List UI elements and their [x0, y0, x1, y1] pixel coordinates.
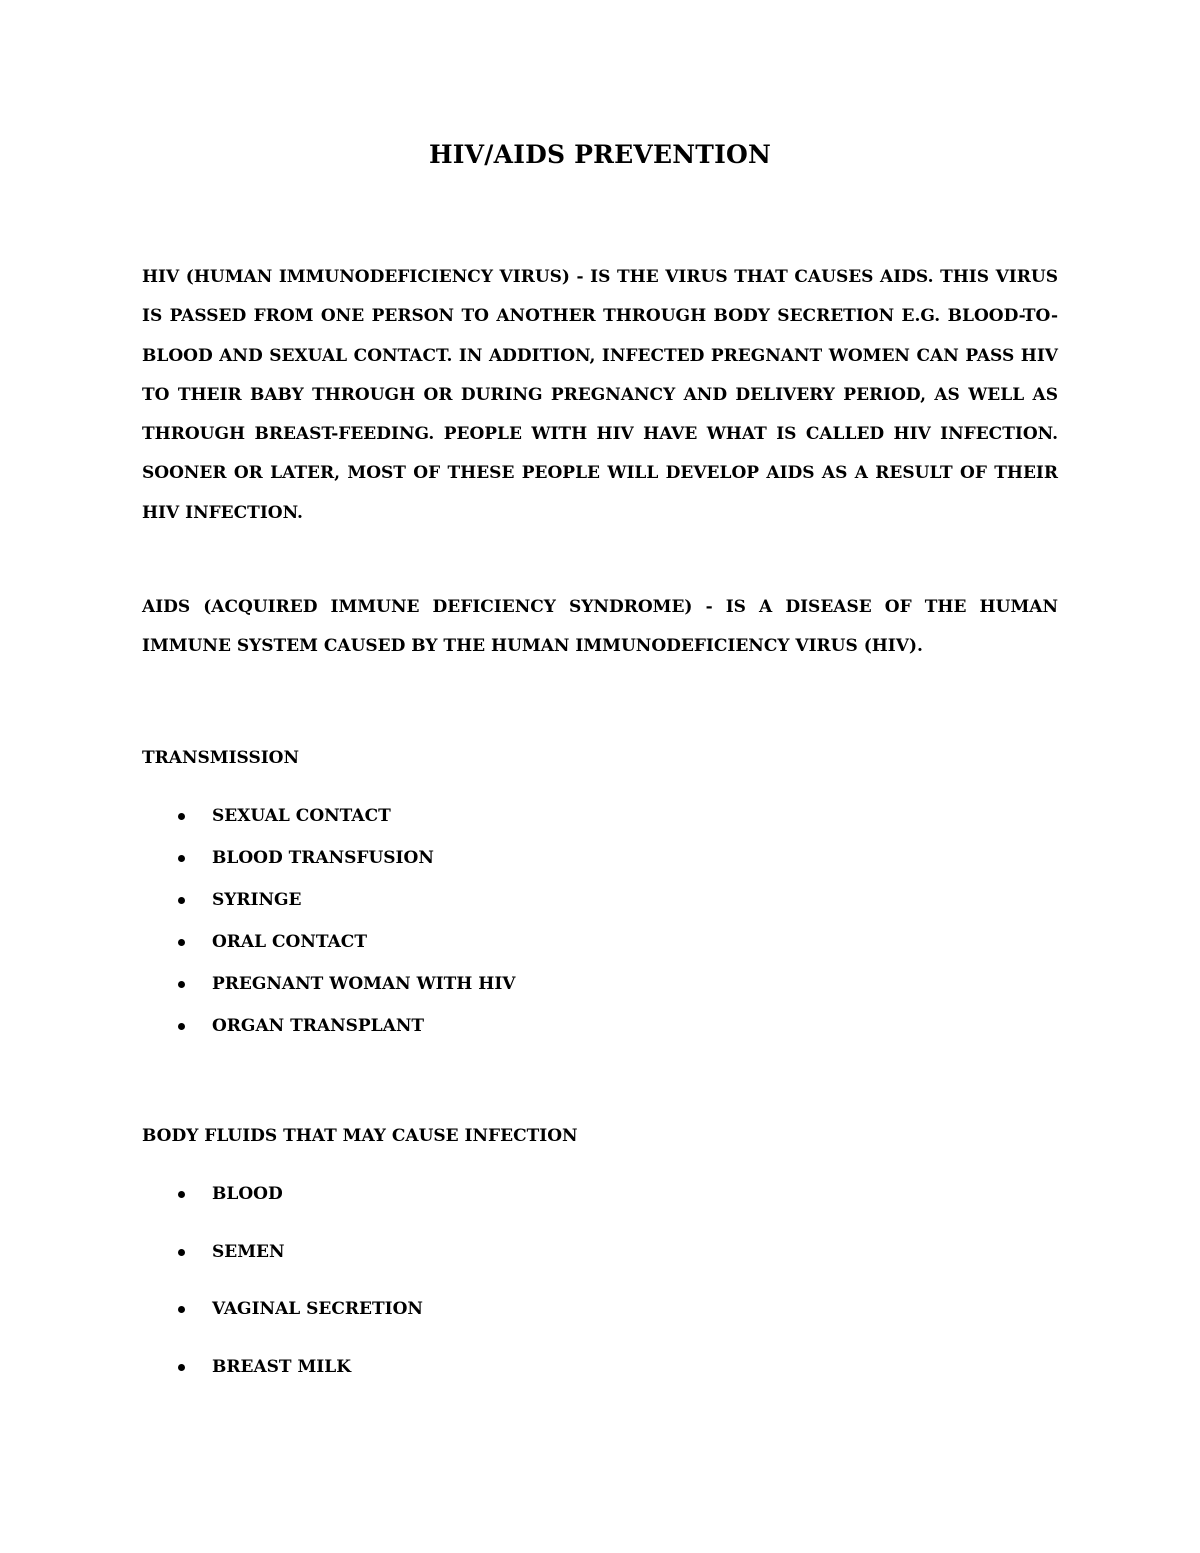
- bullet-icon: [178, 1191, 185, 1198]
- list-item: [142, 930, 515, 972]
- bullet-icon: [178, 939, 185, 946]
- list-item-label: BLOOD: [212, 1184, 283, 1204]
- bullet-icon: [178, 981, 185, 988]
- list-item-label: ORGAN TRANSPLANT: [212, 1016, 425, 1036]
- bullet-icon: [178, 855, 185, 862]
- list-item: [142, 804, 515, 846]
- bullet-icon: [178, 897, 185, 904]
- bullet-icon: [178, 1306, 185, 1313]
- transmission-heading: TRANSMISSION: [142, 748, 300, 768]
- bullet-icon: [178, 813, 185, 820]
- bullet-icon: [178, 1023, 185, 1030]
- bullet-icon: [178, 1364, 185, 1371]
- list-item: [142, 972, 515, 1014]
- list-item: [142, 1355, 423, 1413]
- list-item-label: BLOOD TRANSFUSION: [212, 848, 434, 868]
- list-item-label: SEMEN: [212, 1241, 285, 1262]
- document-title: HIV/AIDS PREVENTION: [428, 140, 772, 169]
- list-item: [142, 1297, 423, 1355]
- list-item: [142, 1182, 423, 1240]
- aids-definition-paragraph: AIDS (ACQUIRED IMMUNE DEFICIENCY SYNDROME) - IS A DISEASE OF THE HUMAN IMMUNE SYSTEM CAUSED BY THE HUMAN IMMUNODEFICIENCY VIRUS (HIV).: [142, 597, 1058, 657]
- list-item: [142, 846, 515, 888]
- list-item: [142, 1014, 515, 1056]
- list-item-label: BREAST MILK: [212, 1356, 351, 1377]
- body-fluids-heading: BODY FLUIDS THAT MAY CAUSE INFECTION: [142, 1126, 578, 1146]
- hiv-definition-paragraph: HIV (HUMAN IMMUNODEFICIENCY VIRUS) - IS THE VIRUS THAT CAUSES AIDS. THIS VIRUS IS PASSED FROM ONE PERSON TO ANOTHER THROUGH BODY SECRETION E.G. BLOOD-TO-BLOOD AND SEXUAL CONTACT. IN ADDITION, INFECTED PREGNANT WOMEN CAN PASS HIV TO THEIR BABY THROUGH OR DURING PREGNANCY AND DELIVERY PERIOD, AS WELL AS THROUGH BREAST-FEEDING. PEOPLE WITH HIV HAVE WHAT IS CALLED HIV INFECTION. SOONER OR LATER, MOST OF THESE PEOPLE WILL DEVELOP AIDS AS A RESULT OF THEIR HIV INFECTION.: [142, 267, 1058, 523]
- transmission-list: [142, 804, 515, 1056]
- list-item-label: SEXUAL CONTACT: [212, 806, 391, 826]
- body-fluids-list: [142, 1182, 423, 1412]
- list-item: [142, 888, 515, 930]
- list-item-label: VAGINAL SECRETION: [212, 1299, 423, 1320]
- list-item-label: ORAL CONTACT: [212, 932, 367, 952]
- list-item-label: SYRINGE: [212, 890, 302, 910]
- list-item: [142, 1240, 423, 1298]
- list-item-label: PREGNANT WOMAN WITH HIV: [212, 974, 516, 994]
- bullet-icon: [178, 1249, 185, 1256]
